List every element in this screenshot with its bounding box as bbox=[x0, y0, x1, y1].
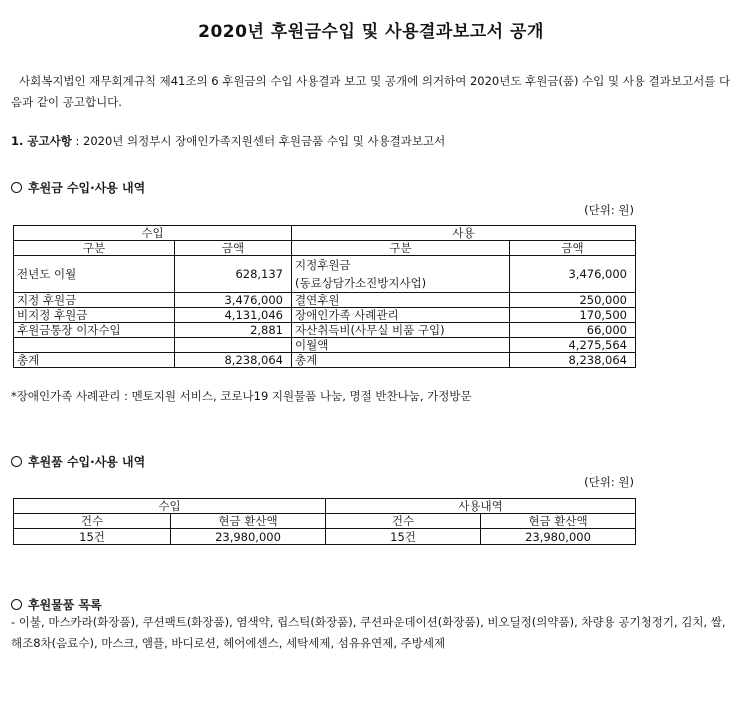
section-donation-goods-heading bbox=[11, 453, 145, 470]
section-heading-text: 후원금 수입·사용 내역 bbox=[28, 181, 146, 195]
usage-label-cell: 장애인가족 사례관리 bbox=[292, 308, 510, 323]
usage-label-cell bbox=[292, 256, 510, 293]
total-usage-label: 총계 bbox=[292, 353, 510, 368]
table-row bbox=[14, 338, 636, 353]
total-income-amount: 8,238,064 bbox=[175, 353, 292, 368]
goods-usage-header: 사용내역 bbox=[326, 499, 636, 514]
usage-label-line1: 지정후원금 bbox=[295, 258, 351, 272]
unit-label: (단위: 원) bbox=[584, 203, 634, 217]
income-label-cell: 지정 후원금 bbox=[14, 293, 175, 308]
total-income-label: 총계 bbox=[14, 353, 175, 368]
section-goods-list-heading bbox=[11, 596, 102, 613]
usage-label-cell: 결연후원 bbox=[292, 293, 510, 308]
table-row bbox=[14, 256, 636, 293]
goods-income-value: 23,980,000 bbox=[171, 529, 326, 545]
section-donation-money-heading bbox=[11, 179, 145, 196]
case-management-note: *장애인가족 사례관리 : 멘토지원 서비스, 코로나19 지원물품 나눔, 명절 반찬나눔, 가정방문 bbox=[11, 389, 472, 403]
usage-amount-cell: 3,476,000 bbox=[510, 256, 636, 293]
income-amount-header: 금액 bbox=[175, 241, 292, 256]
goods-list-text: - 이불, 마스카라(화장품), 쿠션팩트(화장품), 염색약, 립스틱(화장품), 쿠션파운데이션(화장품), 비오딜정(의약품), 차량용 공기청정기, 김치, 쌀, 해조8차(음료수), 마스크, 앰플, 바디로션, 헤어에센스, 세탁세제, 섬유유연제, 주방세제 bbox=[11, 615, 726, 650]
income-amount-cell: 628,137 bbox=[175, 256, 292, 293]
income-amount-cell: 4,131,046 bbox=[175, 308, 292, 323]
usage-header: 사용 bbox=[292, 226, 636, 241]
goods-usage-count-header: 건수 bbox=[326, 514, 481, 529]
goods-income-value-header: 현금 환산액 bbox=[171, 514, 326, 529]
usage-amount-header: 금액 bbox=[510, 241, 636, 256]
usage-amount-cell: 170,500 bbox=[510, 308, 636, 323]
circle-bullet-icon bbox=[11, 182, 22, 193]
income-label-cell: 후원금통장 이자수입 bbox=[14, 323, 175, 338]
table-row bbox=[14, 529, 636, 545]
income-header: 수입 bbox=[14, 226, 292, 241]
income-label-cell: 전년도 이월 bbox=[14, 256, 175, 293]
page-title: 2020년 후원금수입 및 사용결과보고서 공개 bbox=[198, 22, 544, 42]
income-label-cell: 비지정 후원금 bbox=[14, 308, 175, 323]
section-heading-text: 후원물품 목록 bbox=[28, 598, 102, 612]
usage-label-line2: (동료상담가소진방지사업) bbox=[295, 276, 427, 290]
intro-paragraph bbox=[11, 71, 731, 113]
usage-label-cell: 자산취득비(사무실 비품 구입) bbox=[292, 323, 510, 338]
income-amount-cell bbox=[175, 338, 292, 353]
goods-income-count-header: 건수 bbox=[14, 514, 171, 529]
table-row bbox=[14, 293, 636, 308]
notice-line bbox=[11, 133, 445, 149]
intro-text: 사회복지법인 재무회계규칙 제41조의 6 후원금의 수입 사용결과 보고 및 공개에 의거하여 2020년도 후원금(품) 수입 및 사용 결과보고서를 다음과 같이 공고합니다. bbox=[11, 74, 731, 109]
total-usage-amount: 8,238,064 bbox=[510, 353, 636, 368]
income-amount-cell: 3,476,000 bbox=[175, 293, 292, 308]
usage-category-header: 구분 bbox=[292, 241, 510, 256]
income-amount-cell: 2,881 bbox=[175, 323, 292, 338]
total-row bbox=[14, 353, 636, 368]
goods-income-count: 15건 bbox=[14, 529, 171, 545]
goods-usage-value: 23,980,000 bbox=[481, 529, 636, 545]
usage-amount-cell: 250,000 bbox=[510, 293, 636, 308]
usage-amount-cell: 4,275,564 bbox=[510, 338, 636, 353]
goods-income-header: 수입 bbox=[14, 499, 326, 514]
section-heading-text: 후원품 수입·사용 내역 bbox=[28, 455, 146, 469]
circle-bullet-icon bbox=[11, 599, 22, 610]
income-category-header: 구분 bbox=[14, 241, 175, 256]
goods-usage-count: 15건 bbox=[326, 529, 481, 545]
table-row bbox=[14, 308, 636, 323]
income-label-cell bbox=[14, 338, 175, 353]
donation-goods-table bbox=[13, 498, 636, 545]
usage-label-cell: 이월액 bbox=[292, 338, 510, 353]
notice-text: : 2020년 의정부시 장애인가족지원센터 후원금품 수입 및 사용결과보고서 bbox=[71, 134, 446, 148]
circle-bullet-icon bbox=[11, 456, 22, 467]
notice-label: 1. 공고사항 bbox=[11, 134, 72, 148]
table-row bbox=[14, 323, 636, 338]
usage-amount-cell: 66,000 bbox=[510, 323, 636, 338]
goods-usage-value-header: 현금 환산액 bbox=[481, 514, 636, 529]
donation-money-table bbox=[13, 225, 636, 368]
unit-label: (단위: 원) bbox=[584, 475, 634, 489]
